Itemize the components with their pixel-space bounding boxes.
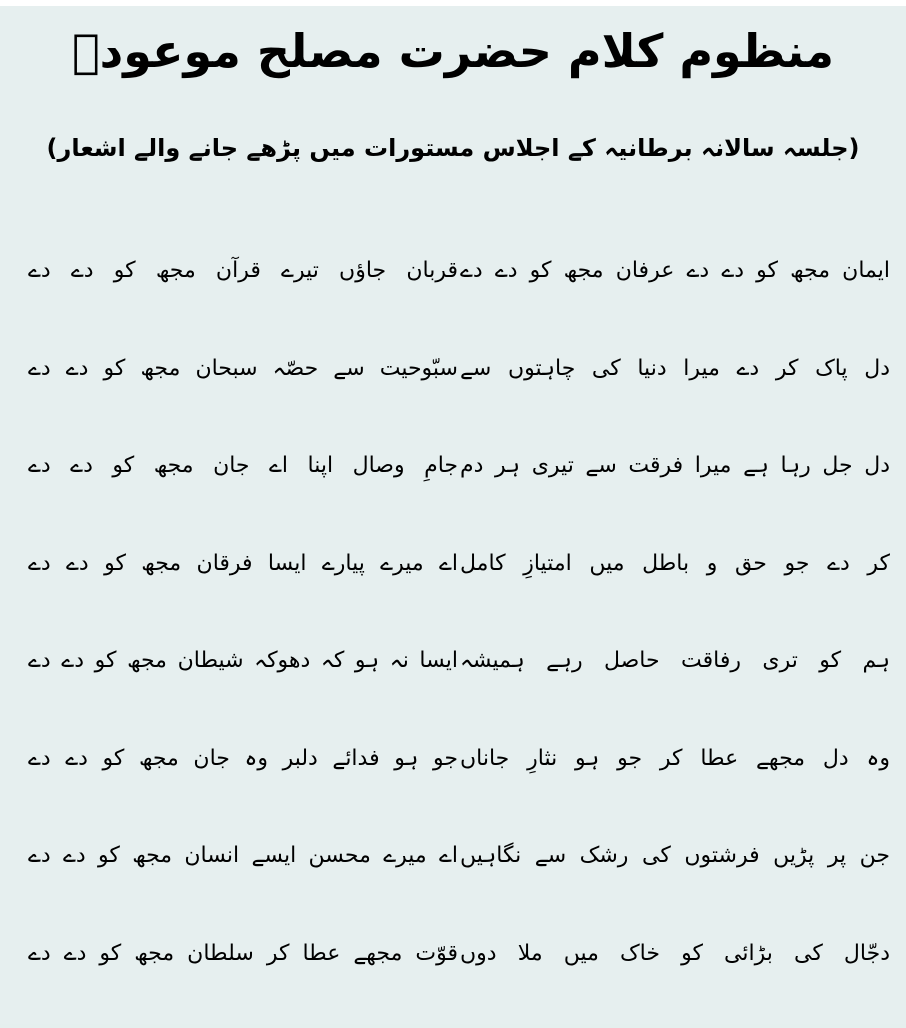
second-line: اے میرے محسن ایسے انسان مجھ کو دے دے [28, 833, 458, 879]
second-line: قوّت مجھے عطا کر سلطان مجھ کو دے دے [28, 931, 458, 977]
first-line: دجّال کی بڑائی کو خاک میں ملا دوں [460, 931, 890, 977]
first-line: دل جل رہا ہے میرا فرقت سے تیری ہر دم [460, 443, 890, 489]
top-edge [0, 0, 906, 6]
first-line: دل پاک کر دے میرا دنیا کی چاہتوں سے [460, 346, 890, 392]
couplet-1 [0, 248, 906, 346]
couplet-3 [0, 443, 906, 541]
first-line: جن پر پڑیں فرشتوں کی رشک سے نگاہیں [460, 833, 890, 879]
second-line: جامِ وصال اپنا اے جان مجھ کو دے دے [28, 443, 458, 489]
poem [0, 248, 906, 1028]
second-line: جو ہو فدائے دلبر وہ جان مجھ کو دے دے [28, 736, 458, 782]
couplet-6 [0, 736, 906, 834]
second-line: ایسا نہ ہو کہ دھوکہ شیطان مجھ کو دے دے [28, 638, 458, 684]
couplet-2 [0, 346, 906, 444]
couplet-4 [0, 541, 906, 639]
first-line: وہ دل مجھے عطا کر جو ہو نثارِ جاناں [460, 736, 890, 782]
second-line: اے میرے پیارے ایسا فرقان مجھ کو دے دے [28, 541, 458, 587]
first-line: کر دے جو حق و باطل میں امتیازِ کامل [460, 541, 890, 587]
page-subtitle: (جلسہ سالانہ برطانیہ کے اجلاس مستورات میں پڑھے جانے والے اشعار) [0, 128, 906, 168]
second-line: قربان جاؤں تیرے قرآن مجھ کو دے دے [28, 248, 458, 294]
first-line: ایمان مجھ کو دے دے عرفان مجھ کو دے دے [460, 248, 890, 294]
couplet-7 [0, 833, 906, 931]
couplet-5 [0, 638, 906, 736]
page-title: منظوم کلام حضرت مصلح موعودؓ [0, 16, 906, 86]
couplet-8 [0, 931, 906, 1028]
first-line: ہم کو تری رفاقت حاصل رہے ہمیشہ [460, 638, 890, 684]
second-line: سبّوحیت سے حصّہ سبحان مجھ کو دے دے [28, 346, 458, 392]
